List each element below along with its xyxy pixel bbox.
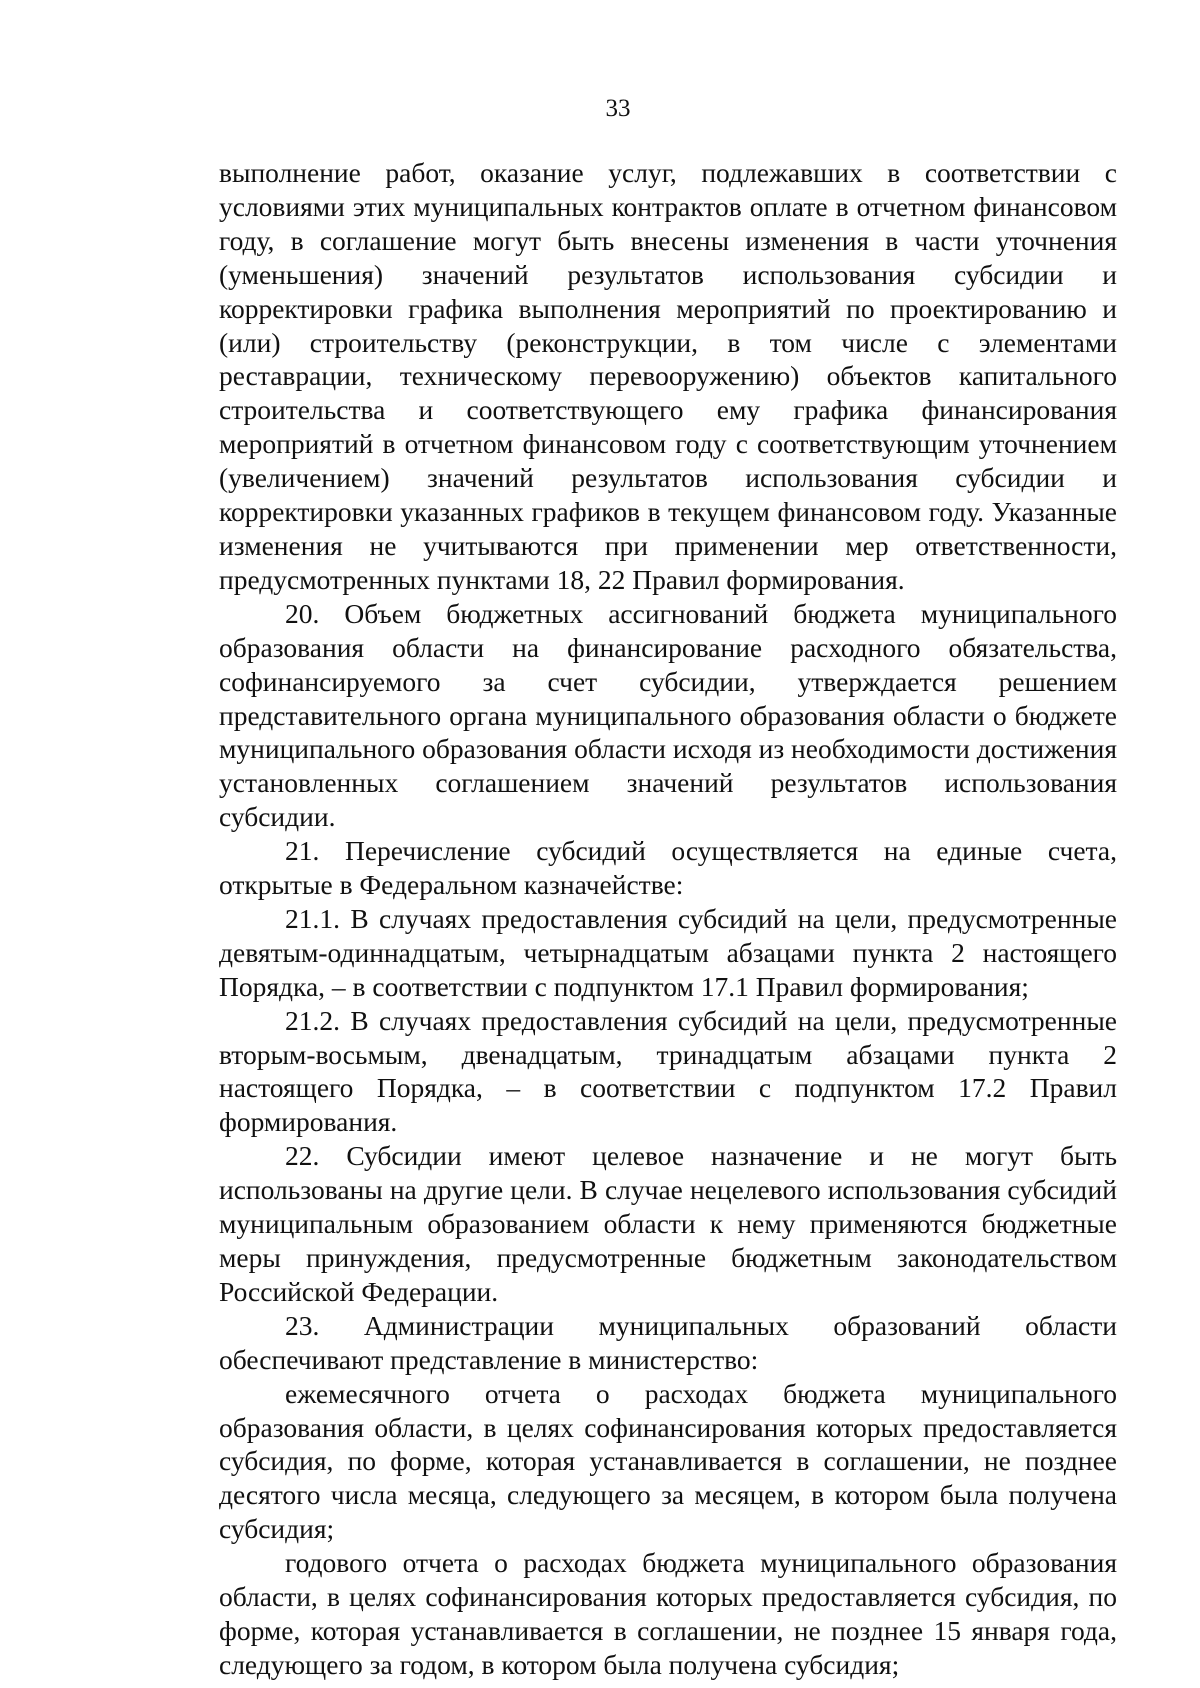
paragraph-21-1: 21.1. В случаях предоставления субсидий на цели, предусмотренные девятым-одиннадцатым, четырнадцатым абзацами пункта 2 настоящего Порядка, – в соответствии с подпунктом 17.1 Правил формирования;: [219, 902, 1117, 1002]
paragraph-23: 23. Администрации муниципальных образований области обеспечивают представление в министерство:: [219, 1309, 1117, 1375]
paragraph-23-monthly-report: ежемесячного отчета о расходах бюджета муниципального образования области, в целях софинансирования которых предоставляется субсидия, по форме, которая устанавливается в соглашении, не позднее десятого числа месяца, следующего за месяцем, в котором была получена субсидия;: [219, 1377, 1117, 1545]
paragraph-21-2: 21.2. В случаях предоставления субсидий на цели, предусмотренные вторым-восьмым, двенадцатым, тринадцатым абзацами пункта 2 настоящего Порядка, – в соответствии с подпунктом 17.2 Правил формирования.: [219, 1004, 1117, 1138]
paragraph-23-annual-report: годового отчета о расходах бюджета муниципального образования области, в целях софинансирования которых предоставляется субсидия, по форме, которая устанавливается в соглашении, не позднее 15 января года, следующего за годом, в котором была получена субсидия;: [219, 1547, 1117, 1680]
paragraph-22: 22. Субсидии имеют целевое назначение и не могут быть использованы на другие цели. В случае нецелевого использования субсидий муниципальным образованием области к нему применяются бюджетные меры принуждения, предусмотренные бюджетным законодательством Российской Федерации.: [219, 1140, 1117, 1307]
paragraph-19-continuation: выполнение работ, оказание услуг, подлежавших в соответствии с условиями этих муниципальных контрактов оплате в отчетном финансовом году, в соглашение могут быть внесены изменения в части уточнения (уменьшения) значений результатов использования субсидии и корректировки графика выполнения мероприятий по проектированию и (или) строительству (реконструкции, в том числе с элементами реставрации, техническому перевооружению) объектов капитального строительства и соответствующего ему графика финансирования мероприятий в отчетном финансовом году с соответствующим уточнением (увеличением) значений результатов использования субсидии и корректировки указанных графиков в текущем финансовом году. Указанные изменения не учитываются при применении мер ответственности, предусмотренных пунктами 18, 22 Правил формирования.: [219, 157, 1117, 595]
page-number: 33: [605, 95, 631, 122]
paragraph-20: 20. Объем бюджетных ассигнований бюджета муниципального образования области на финансирование расходного обязательства, софинансируемого за счет субсидии, утверждается решением представительного органа муниципального образования области о бюджете муниципального образования области исходя из необходимости достижения установленных соглашением значений результатов использования субсидии.: [219, 597, 1117, 833]
paragraph-21: 21. Перечисление субсидий осуществляется на единые счета, открытые в Федеральном казначействе:: [219, 835, 1117, 901]
document-body: [219, 156, 1117, 1682]
